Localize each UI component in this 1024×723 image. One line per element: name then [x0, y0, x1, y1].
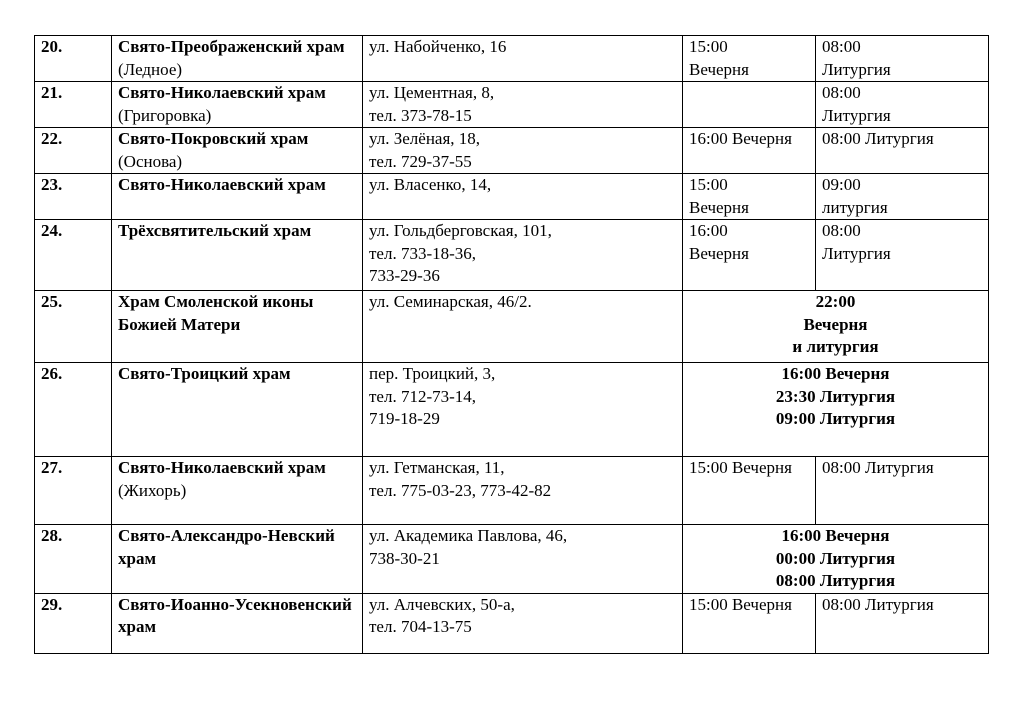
- row-number: 20.: [35, 36, 112, 82]
- church-name: [112, 525, 363, 594]
- church-address: ул. Власенко, 14,: [363, 174, 683, 220]
- church-address: ул. Гольдберговская, 101, тел. 733-18-36, 733-29-36: [363, 220, 683, 291]
- church-name-bold: Свято-Николаевский храм: [118, 458, 326, 477]
- evening-service: 16:00 Вечерня: [683, 128, 816, 174]
- church-address: ул. Семинарская, 46/2.: [363, 291, 683, 363]
- table-row: [35, 220, 989, 291]
- row-number: 27.: [35, 457, 112, 525]
- church-district: (Основа): [118, 151, 183, 171]
- church-name-bold: Свято-Николаевский храм: [118, 83, 326, 102]
- row-number: 24.: [35, 220, 112, 291]
- church-address: пер. Троицкий, 3, тел. 712-73-14, 719-18-29: [363, 363, 683, 457]
- evening-service: 15:00 Вечерня: [683, 36, 816, 82]
- merged-service-times: 16:00 Вечерня 00:00 Литургия 08:00 Литургия: [683, 525, 989, 594]
- row-number: 22.: [35, 128, 112, 174]
- table-row: [35, 593, 989, 653]
- church-name: [112, 128, 363, 174]
- church-address: ул. Набойченко, 16: [363, 36, 683, 82]
- evening-service: 15:00 Вечерня: [683, 174, 816, 220]
- church-name-bold: Свято-Преображенский храм: [118, 37, 345, 56]
- church-address: ул. Цементная, 8, тел. 373-78-15: [363, 82, 683, 128]
- table-row: [35, 174, 989, 220]
- table-row: [35, 457, 989, 525]
- row-number: 29.: [35, 593, 112, 653]
- church-name: [112, 36, 363, 82]
- morning-service: 08:00 Литургия: [816, 593, 989, 653]
- church-name-bold: Свято-Иоанно-Усекновенский храм: [118, 594, 352, 636]
- row-number: 28.: [35, 525, 112, 594]
- church-name: [112, 457, 363, 525]
- row-number: 23.: [35, 174, 112, 220]
- church-name: [112, 82, 363, 128]
- church-name: [112, 363, 363, 457]
- church-name-bold: Трёхсвятительский храм: [118, 221, 312, 240]
- morning-service: 08:00 Литургия: [816, 457, 989, 525]
- merged-service-times: 22:00 Вечерня и литургия: [683, 291, 989, 363]
- church-address: ул. Гетманская, 11, тел. 775-03-23, 773-42-82: [363, 457, 683, 525]
- church-name-bold: Свято-Покровский храм: [118, 129, 309, 148]
- church-address: ул. Зелёная, 18, тел. 729-37-55: [363, 128, 683, 174]
- church-name-bold: Свято-Александро-Невский храм: [118, 526, 335, 568]
- church-address: ул. Академика Павлова, 46, 738-30-21: [363, 525, 683, 594]
- morning-service: 08:00 Литургия: [816, 36, 989, 82]
- church-name: [112, 220, 363, 291]
- row-number: 26.: [35, 363, 112, 457]
- table-row: [35, 525, 989, 594]
- merged-service-times: 16:00 Вечерня 23:30 Литургия 09:00 Литургия: [683, 363, 989, 457]
- evening-service: [683, 82, 816, 128]
- morning-service: 09:00 литургия: [816, 174, 989, 220]
- table-row: [35, 363, 989, 457]
- church-district: (Григоровка): [118, 105, 212, 125]
- morning-service: 08:00 Литургия: [816, 220, 989, 291]
- table-row: [35, 36, 989, 82]
- church-district: (Жихорь): [118, 480, 187, 500]
- church-address: ул. Алчевских, 50-а, тел. 704-13-75: [363, 593, 683, 653]
- church-district: (Ледное): [118, 59, 183, 79]
- morning-service: 08:00 Литургия: [816, 128, 989, 174]
- schedule-table: [34, 35, 989, 654]
- church-name-bold: Свято-Николаевский храм: [118, 175, 326, 194]
- church-name-bold: Храм Смоленской иконы Божией Матери: [118, 292, 314, 334]
- row-number: 21.: [35, 82, 112, 128]
- row-number: 25.: [35, 291, 112, 363]
- church-name: [112, 593, 363, 653]
- church-name: [112, 291, 363, 363]
- church-name: [112, 174, 363, 220]
- table-row: [35, 128, 989, 174]
- church-name-bold: Свято-Троицкий храм: [118, 364, 291, 383]
- morning-service: 08:00 Литургия: [816, 82, 989, 128]
- evening-service: 15:00 Вечерня: [683, 593, 816, 653]
- table-row: [35, 291, 989, 363]
- evening-service: 15:00 Вечерня: [683, 457, 816, 525]
- table-row: [35, 82, 989, 128]
- evening-service: 16:00 Вечерня: [683, 220, 816, 291]
